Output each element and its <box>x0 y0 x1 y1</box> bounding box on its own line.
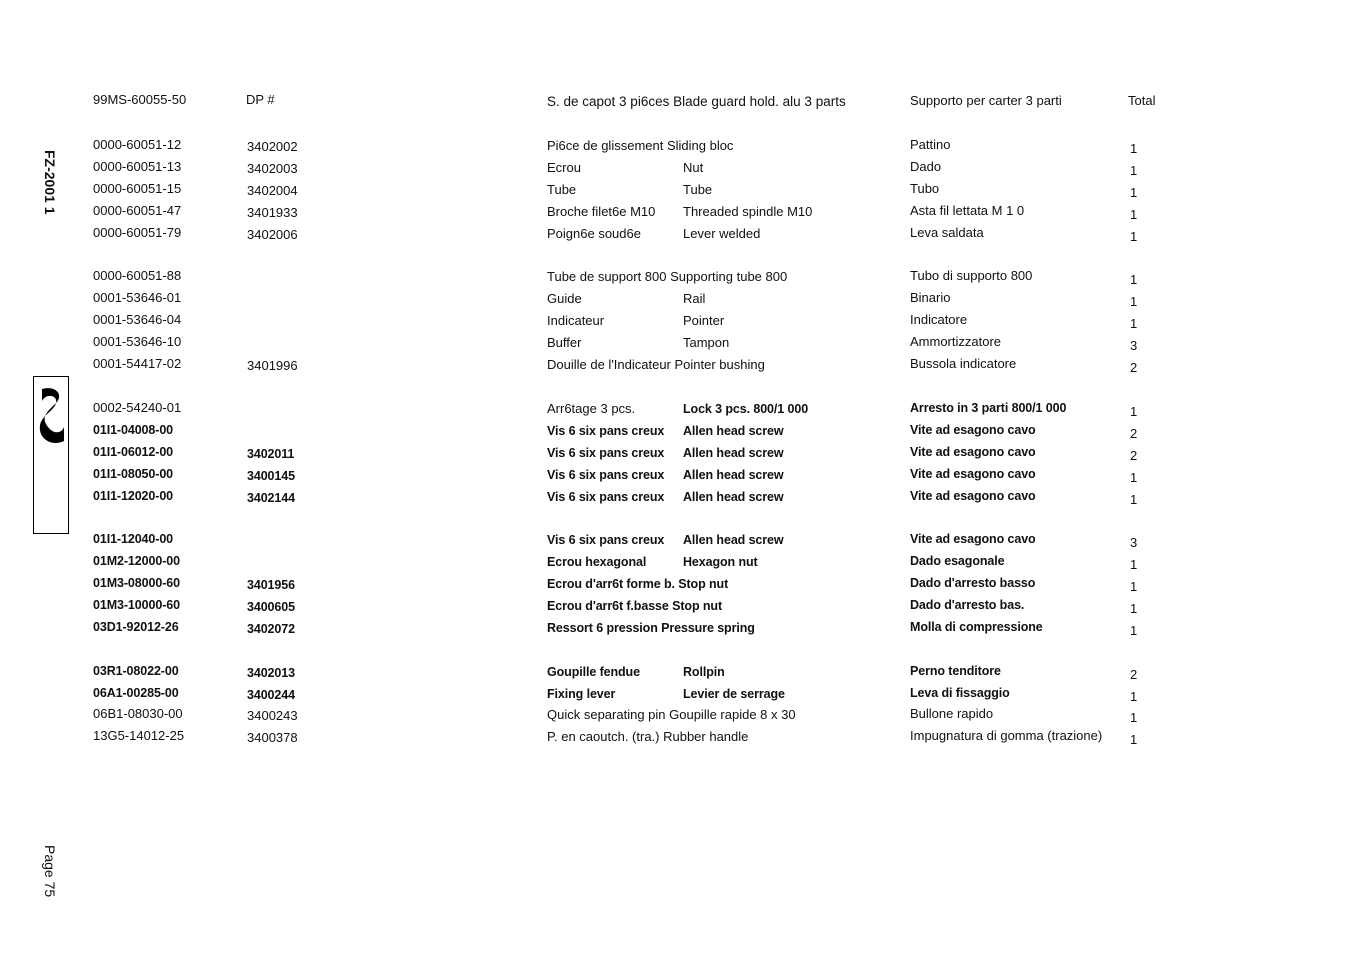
part-description-secondary: Allen head screw <box>683 424 784 438</box>
part-dp-number: 3401996 <box>247 358 298 373</box>
part-code: 0000-60051-47 <box>93 203 182 218</box>
part-italian-name: Impugnatura di gomma (trazione) <box>910 728 1103 743</box>
part-description-primary: Goupille fendue <box>547 665 640 679</box>
header-description: S. de capot 3 pi6ces Blade guard hold. alu 3 parts <box>547 94 846 109</box>
part-description-primary: Douille de l'Indicateur Pointer bushing <box>547 357 765 372</box>
part-description-secondary: Lock 3 pcs. 800/1 000 <box>683 402 809 416</box>
part-dp-number: 3401933 <box>247 205 298 220</box>
part-description-primary: Ecrou d'arr6t forme b. Stop nut <box>547 577 729 591</box>
part-quantity: 1 <box>1130 623 1138 638</box>
part-quantity: 1 <box>1130 710 1138 725</box>
part-italian-name: Vite ad esagono cavo <box>910 532 1036 546</box>
part-quantity: 1 <box>1130 294 1138 309</box>
part-description-primary: Buffer <box>547 335 582 350</box>
part-description-secondary: Allen head screw <box>683 490 784 504</box>
part-description-secondary: Tube <box>683 182 713 197</box>
part-quantity: 2 <box>1130 360 1138 375</box>
part-italian-name: Bussola indicatore <box>910 356 1017 371</box>
part-code: 06A1-00285-00 <box>93 686 179 700</box>
part-description-primary: Fixing lever <box>547 687 616 701</box>
part-quantity: 1 <box>1130 316 1138 331</box>
part-code: 0001-53646-10 <box>93 334 182 349</box>
part-code: 0000-60051-88 <box>93 268 182 283</box>
part-description-primary: Ecrou <box>547 160 581 175</box>
part-description-primary: Pi6ce de glissement Sliding bloc <box>547 138 734 153</box>
part-italian-name: Arresto in 3 parti 800/1 000 <box>910 401 1067 415</box>
part-description-primary: Broche filet6e M10 <box>547 204 656 219</box>
part-code: 0002-54240-01 <box>93 400 182 415</box>
part-quantity: 1 <box>1130 689 1138 704</box>
part-italian-name: Tubo <box>910 181 940 196</box>
document-code: FZ-2001 1 <box>42 150 58 215</box>
part-description-secondary: Levier de serrage <box>683 687 785 701</box>
brand-logo-box <box>33 376 69 534</box>
part-code: 06B1-08030-00 <box>93 706 183 721</box>
part-description-primary: Guide <box>547 291 582 306</box>
part-dp-number: 3402013 <box>247 666 295 680</box>
part-dp-number: 3402002 <box>247 139 298 154</box>
part-description-primary: Ressort 6 pression Pressure spring <box>547 621 755 635</box>
part-code: 0000-60051-15 <box>93 181 182 196</box>
part-code: 01I1-12040-00 <box>93 532 174 546</box>
part-description-primary: Vis 6 six pans creux <box>547 446 665 460</box>
part-description-secondary: Allen head screw <box>683 446 784 460</box>
part-italian-name: Vite ad esagono cavo <box>910 445 1036 459</box>
part-quantity: 1 <box>1130 185 1138 200</box>
part-quantity: 2 <box>1130 448 1138 463</box>
part-italian-name: Dado <box>910 159 942 174</box>
part-quantity: 2 <box>1130 667 1138 682</box>
part-dp-number: 3400243 <box>247 708 298 723</box>
part-description-primary: Tube <box>547 182 577 197</box>
part-quantity: 1 <box>1130 141 1138 156</box>
part-description-secondary: Rail <box>683 291 706 306</box>
part-code: 01M2-12000-00 <box>93 554 180 568</box>
part-code: 0001-53646-01 <box>93 290 182 305</box>
part-quantity: 1 <box>1130 601 1138 616</box>
part-dp-number: 3400378 <box>247 730 298 745</box>
part-dp-number: 3400244 <box>247 688 295 702</box>
part-description-primary: Ecrou hexagonal <box>547 555 647 569</box>
part-code: 01I1-04008-00 <box>93 423 174 437</box>
part-quantity: 1 <box>1130 470 1138 485</box>
part-description-primary: Ecrou d'arr6t f.basse Stop nut <box>547 599 723 613</box>
header-total: Total <box>1128 93 1156 108</box>
part-italian-name: Perno tenditore <box>910 664 1001 678</box>
header-dp: DP # <box>246 92 275 107</box>
part-code: 0001-54417-02 <box>93 356 182 371</box>
part-code: 01I1-06012-00 <box>93 445 174 459</box>
part-quantity: 1 <box>1130 229 1138 244</box>
part-italian-name: Dado esagonale <box>910 554 1005 568</box>
part-quantity: 1 <box>1130 579 1138 594</box>
part-description-secondary: Nut <box>683 160 704 175</box>
part-quantity: 1 <box>1130 272 1138 287</box>
page-number: Page 75 <box>42 845 58 898</box>
part-description-primary: Poign6e soud6e <box>547 226 641 241</box>
part-italian-name: Bullone rapido <box>910 706 994 721</box>
part-description-secondary: Pointer <box>683 313 725 328</box>
part-dp-number: 3400605 <box>247 600 295 614</box>
part-italian-name: Dado d'arresto bas. <box>910 598 1025 612</box>
part-description-primary: Vis 6 six pans creux <box>547 533 665 547</box>
part-quantity: 2 <box>1130 426 1138 441</box>
part-code: 0000-60051-12 <box>93 137 182 152</box>
part-description-secondary: Lever welded <box>683 226 761 241</box>
part-code: 01M3-10000-60 <box>93 598 180 612</box>
header-code: 99MS-60055-50 <box>93 92 187 107</box>
part-quantity: 3 <box>1130 535 1138 550</box>
part-description-secondary: Allen head screw <box>683 533 784 547</box>
part-italian-name: Vite ad esagono cavo <box>910 467 1036 481</box>
part-italian-name: Vite ad esagono cavo <box>910 489 1036 503</box>
part-code: 01M3-08000-60 <box>93 576 180 590</box>
part-description-primary: Tube de support 800 Supporting tube 800 <box>547 269 788 284</box>
part-quantity: 3 <box>1130 338 1138 353</box>
part-code: 03R1-08022-00 <box>93 664 179 678</box>
part-description-primary: Vis 6 six pans creux <box>547 424 665 438</box>
part-code: 0000-60051-13 <box>93 159 182 174</box>
part-quantity: 1 <box>1130 732 1138 747</box>
part-quantity: 1 <box>1130 557 1138 572</box>
part-italian-name: Dado d'arresto basso <box>910 576 1036 590</box>
part-dp-number: 3402004 <box>247 183 298 198</box>
part-dp-number: 3402006 <box>247 227 298 242</box>
part-dp-number: 3400145 <box>247 469 295 483</box>
part-quantity: 1 <box>1130 207 1138 222</box>
part-dp-number: 3402003 <box>247 161 298 176</box>
part-italian-name: Asta fil lettata M 1 0 <box>910 203 1025 218</box>
part-description-primary: P. en caoutch. (tra.) Rubber handle <box>547 729 749 744</box>
part-dp-number: 3402072 <box>247 622 295 636</box>
part-description-primary: Arr6tage 3 pcs. <box>547 401 636 416</box>
part-italian-name: Indicatore <box>910 312 968 327</box>
part-italian-name: Molla di compressione <box>910 620 1043 634</box>
part-italian-name: Leva saldata <box>910 225 984 240</box>
part-description-secondary: Allen head screw <box>683 468 784 482</box>
brand-logo-icon <box>36 381 66 451</box>
part-description-primary: Indicateur <box>547 313 605 328</box>
part-italian-name: Vite ad esagono cavo <box>910 423 1036 437</box>
part-dp-number: 3402011 <box>247 447 295 461</box>
part-italian-name: Tubo di supporto 800 <box>910 268 1033 283</box>
part-description-primary: Quick separating pin Goupille rapide 8 x 30 <box>547 707 796 722</box>
part-code: 03D1-92012-26 <box>93 620 179 634</box>
part-code: 0001-53646-04 <box>93 312 182 327</box>
part-italian-name: Binario <box>910 290 951 305</box>
part-italian-name: Pattino <box>910 137 951 152</box>
part-quantity: 1 <box>1130 163 1138 178</box>
part-description-secondary: Hexagon nut <box>683 555 758 569</box>
part-dp-number: 3402144 <box>247 491 295 505</box>
part-code: 13G5-14012-25 <box>93 728 185 743</box>
part-italian-name: Ammortizzatore <box>910 334 1002 349</box>
part-code: 0000-60051-79 <box>93 225 182 240</box>
part-description-secondary: Rollpin <box>683 665 725 679</box>
part-dp-number: 3401956 <box>247 578 295 592</box>
part-description-secondary: Threaded spindle M10 <box>683 204 813 219</box>
part-quantity: 1 <box>1130 492 1138 507</box>
part-description-primary: Vis 6 six pans creux <box>547 468 665 482</box>
part-description-secondary: Tampon <box>683 335 730 350</box>
header-italian: Supporto per carter 3 parti <box>910 93 1062 108</box>
part-description-primary: Vis 6 six pans creux <box>547 490 665 504</box>
part-code: 01I1-08050-00 <box>93 467 174 481</box>
part-italian-name: Leva di fissaggio <box>910 686 1010 700</box>
part-code: 01I1-12020-00 <box>93 489 174 503</box>
part-quantity: 1 <box>1130 404 1138 419</box>
